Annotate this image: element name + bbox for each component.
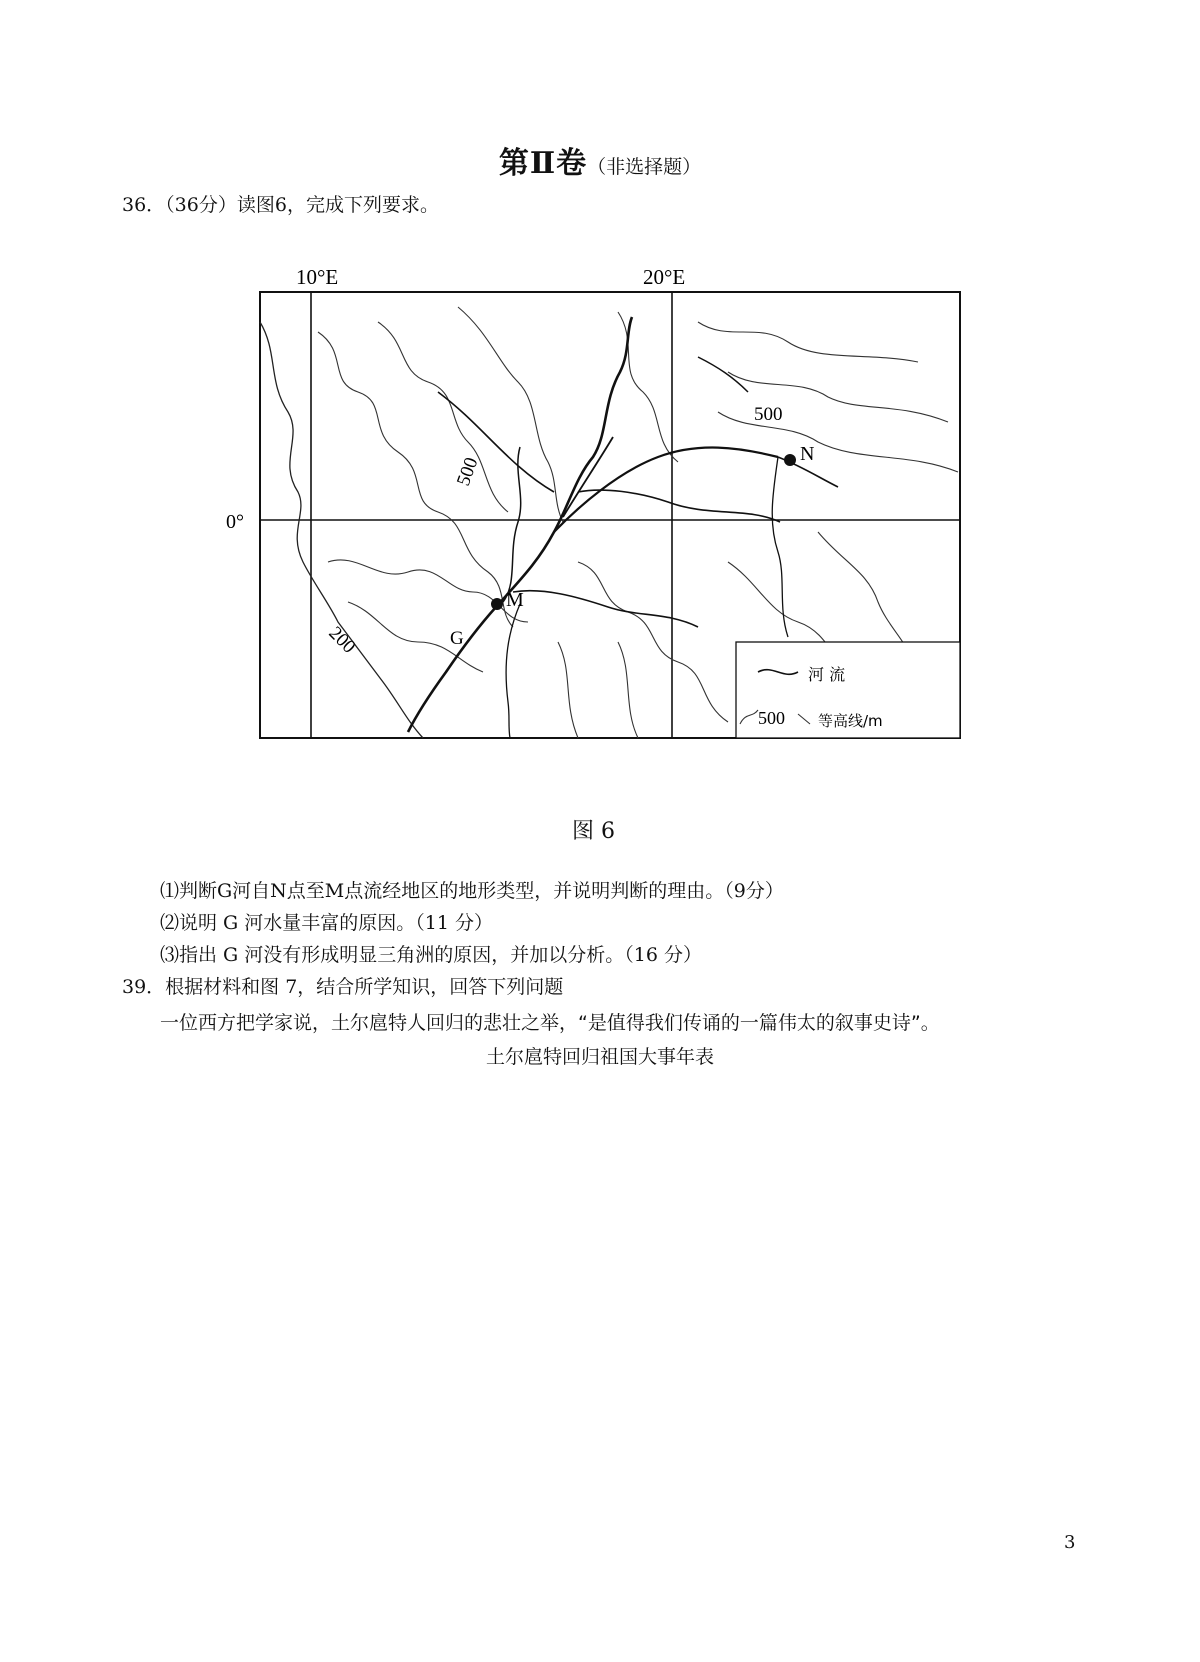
question-39-header: 39．根据材料和图 7，结合所学知识，回答下列问题: [122, 976, 564, 998]
point-label-m: M: [506, 589, 524, 611]
legend-contour-value: 500: [758, 708, 785, 728]
contour-label-500-east: 500: [754, 404, 783, 425]
lon-label-20e: 20°E: [643, 265, 686, 289]
point-m-marker: [491, 598, 503, 610]
legend-contour-label: 等高线/m: [818, 712, 883, 730]
point-n-marker: [784, 454, 796, 466]
subquestion-2: ⑵说明 G 河水量丰富的原因。（11 分）: [160, 912, 493, 934]
section-title-sub: （非选择题）: [587, 156, 702, 178]
question-39-table-title: 土尔扈特回归祖国大事年表: [485, 1046, 714, 1068]
contour-label-500-west: 500: [452, 454, 483, 489]
lat-label-0: 0°: [226, 511, 244, 533]
legend-river-label: 河 流: [808, 665, 846, 684]
lon-label-10e: 10°E: [296, 265, 339, 289]
subquestion-3: ⑶指出 G 河没有形成明显三角洲的原因，并加以分析。（16 分）: [160, 944, 702, 966]
section-title-main: 第Ⅱ卷: [498, 146, 588, 181]
question-39-material: 一位西方把学家说，土尔扈特人回归的悲壮之举，“是值得我们传诵的一篇伟太的叙事史诗”。: [160, 1012, 940, 1034]
map-legend: [736, 642, 960, 738]
figure-6-caption: 图 6: [572, 819, 615, 844]
page-number: 3: [1064, 1532, 1076, 1553]
contour-label-200: 200: [324, 622, 360, 658]
figure-6-map: [226, 262, 964, 770]
section-title: [0, 138, 1200, 182]
point-label-n: N: [800, 443, 815, 465]
point-label-g: G: [450, 628, 464, 649]
subquestion-1: ⑴判断G河自N点至M点流经地区的地形类型，并说明判断的理由。（9分）: [160, 880, 784, 902]
question-36-header: 36．（36分）读图6，完成下列要求。: [122, 194, 439, 216]
